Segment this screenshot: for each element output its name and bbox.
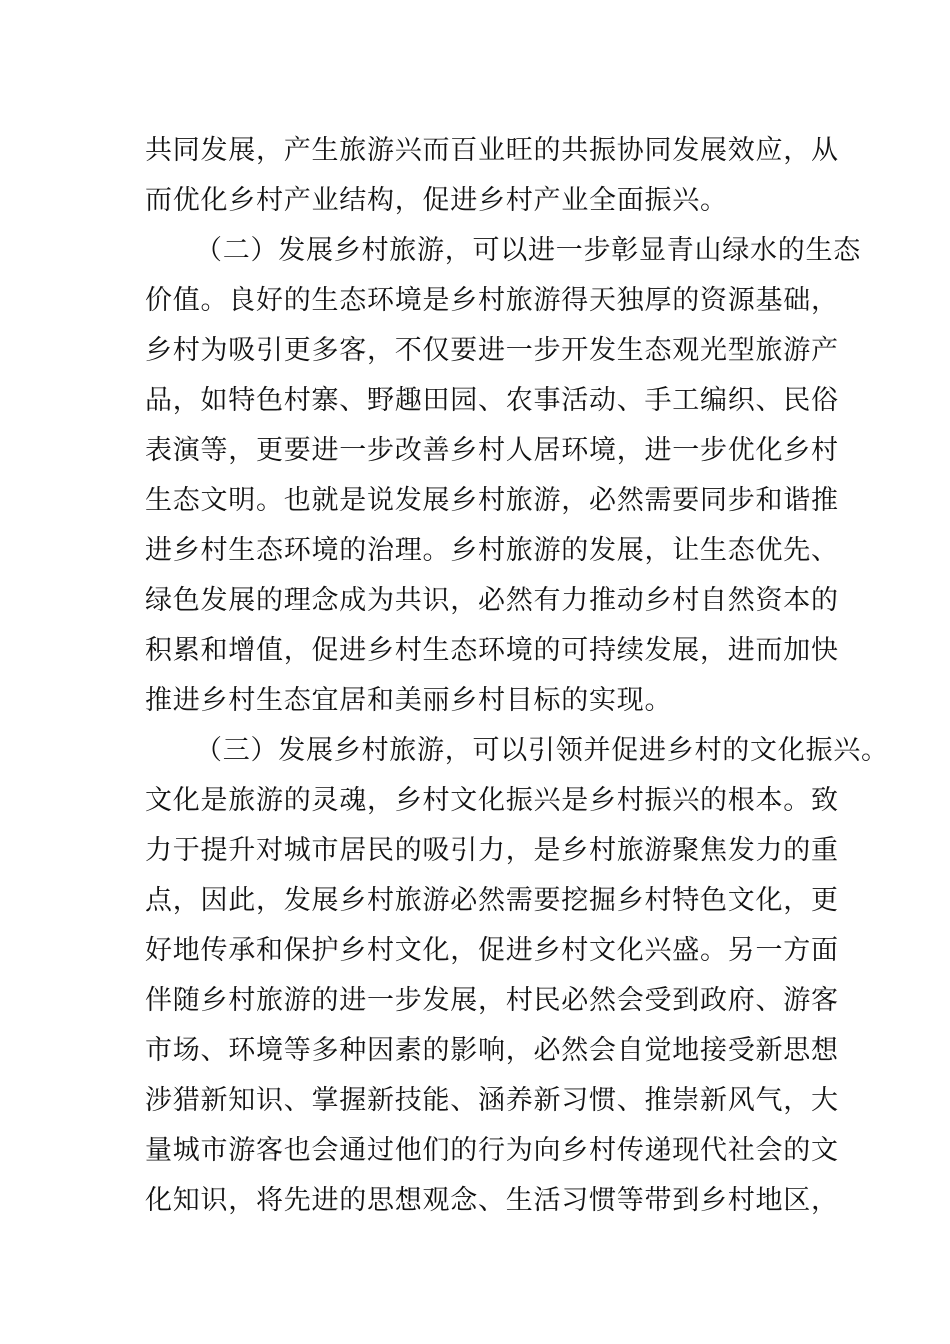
- text-line: 而优化乡村产业结构，促进乡村产业全面振兴。: [145, 185, 728, 216]
- text-line: 生态文明。也就是说发展乡村旅游，必然需要同步和谐推: [145, 485, 839, 516]
- text-line: 点，因此，发展乡村旅游必然需要挖掘乡村特色文化，更: [145, 885, 839, 916]
- text-line: 市场、环境等多种因素的影响，必然会自觉地接受新思想: [145, 1035, 839, 1066]
- text-line: 积累和增值，促进乡村生态环境的可持续发展，进而加快: [145, 635, 839, 666]
- text-line: 伴随乡村旅游的进一步发展，村民必然会受到政府、游客: [145, 985, 839, 1016]
- text-line: 绿色发展的理念成为共识，必然有力推动乡村自然资本的: [145, 585, 839, 616]
- text-line: 涉猎新知识、掌握新技能、涵养新习惯、推崇新风气，大: [145, 1085, 839, 1116]
- text-line: 表演等，更要进一步改善乡村人居环境，进一步优化乡村: [145, 435, 839, 466]
- text-line: 共同发展，产生旅游兴而百业旺的共振协同发展效应，从: [145, 135, 839, 166]
- text-line: 进乡村生态环境的治理。乡村旅游的发展，让生态优先、: [145, 535, 839, 566]
- text-line: 力于提升对城市居民的吸引力，是乡村旅游聚焦发力的重: [145, 835, 839, 866]
- text-line: 价值。良好的生态环境是乡村旅游得天独厚的资源基础，: [145, 285, 839, 316]
- paragraph-heading-2: （二）发展乡村旅游，可以进一步彰显青山绿水的生态: [195, 235, 861, 266]
- paragraph-heading-3: （三）发展乡村旅游，可以引领并促进乡村的文化振兴。: [195, 735, 889, 766]
- text-line: 化知识，将先进的思想观念、生活习惯等带到乡村地区，: [145, 1185, 839, 1216]
- text-line: 推进乡村生态宜居和美丽乡村目标的实现。: [145, 685, 673, 716]
- text-line: 好地传承和保护乡村文化，促进乡村文化兴盛。另一方面: [145, 935, 839, 966]
- text-line: 量城市游客也会通过他们的行为向乡村传递现代社会的文: [145, 1135, 839, 1166]
- text-line: 文化是旅游的灵魂，乡村文化振兴是乡村振兴的根本。致: [145, 785, 839, 816]
- text-line: 乡村为吸引更多客，不仅要进一步开发生态观光型旅游产: [145, 335, 839, 366]
- text-line: 品，如特色村寨、野趣田园、农事活动、手工编织、民俗: [145, 385, 839, 416]
